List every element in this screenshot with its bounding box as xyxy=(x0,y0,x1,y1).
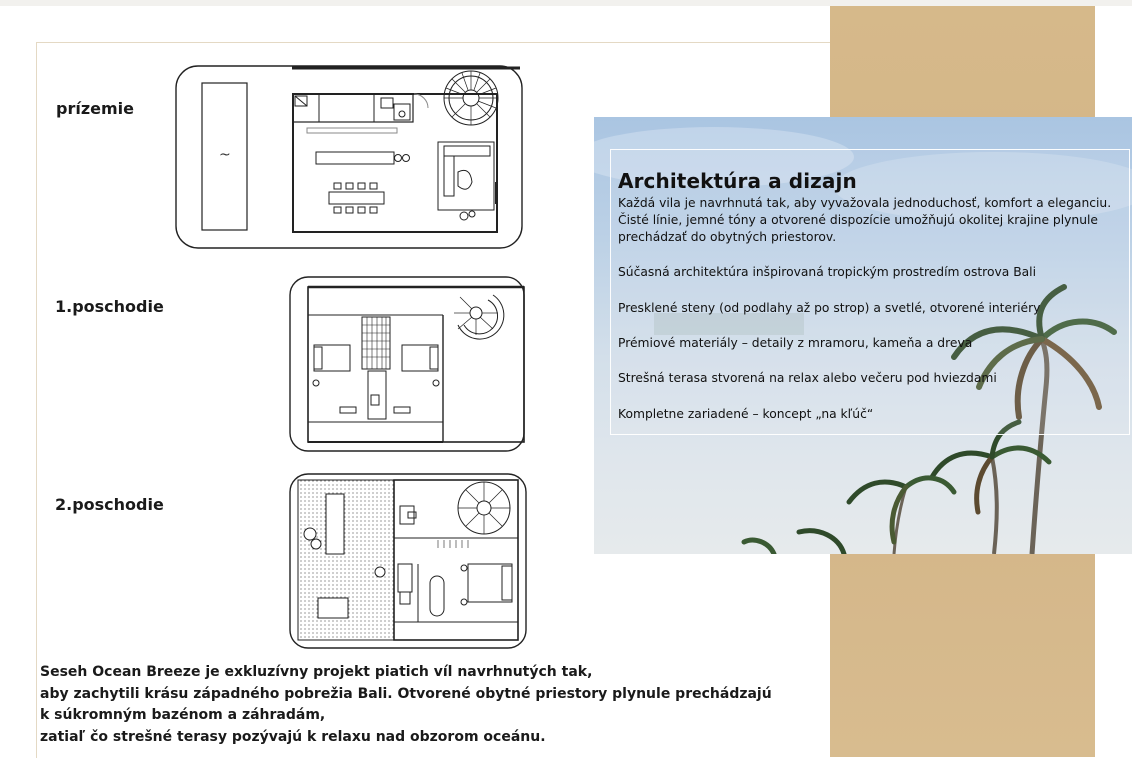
card-bullet-4: Strešná terasa stvorená na relax alebo večeru pod hviezdami xyxy=(618,371,997,385)
floor-label-first: 1.poschodie xyxy=(55,297,164,316)
description-line-2: aby zachytili krásu západného pobrežia Bali. Otvorené obytné priestory plynule prechádzajú xyxy=(40,685,772,702)
card-bullet-1: Súčasná architektúra inšpirovaná tropickým prostredím ostrova Bali xyxy=(618,265,1037,279)
floor-label-second: 2.poschodie xyxy=(55,495,164,514)
project-description xyxy=(40,662,772,748)
card-bullet-3: Prémiové materiály – detaily z mramoru, kameňa a dreva xyxy=(618,336,973,350)
card-bullet-5: Kompletne zariadené – koncept „na kľúč“ xyxy=(618,407,874,421)
floor-plan-ground xyxy=(174,64,526,252)
floor-plan-second xyxy=(288,472,528,650)
card-bullet-2: Presklené steny (od podlahy až po strop) a svetlé, otvorené interiéry xyxy=(618,301,1041,315)
svg-text:~: ~ xyxy=(219,147,231,163)
description-line-4: zatiaľ čo strešné terasy pozývajú k relaxu nad obzorom oceánu. xyxy=(40,728,546,745)
architecture-card xyxy=(594,117,1132,554)
floor-plan-first xyxy=(288,275,526,453)
description-line-1: Seseh Ocean Breeze je exkluzívny projekt piatich víl navrhnutých tak, xyxy=(40,664,593,680)
card-intro: Každá vila je navrhnutá tak, aby vyvažovala jednoduchosť, komfort a eleganciu. Čisté línie, jemné tóny a otvorené dispozície umožňujú okolitej krajine plynule prechádzať do obytných priestorov. xyxy=(618,196,1112,244)
description-line-3: k súkromným bazénom a záhradám, xyxy=(40,707,326,723)
card-title: Architektúra a dizajn xyxy=(618,169,857,193)
floor-label-ground: prízemie xyxy=(56,99,134,118)
